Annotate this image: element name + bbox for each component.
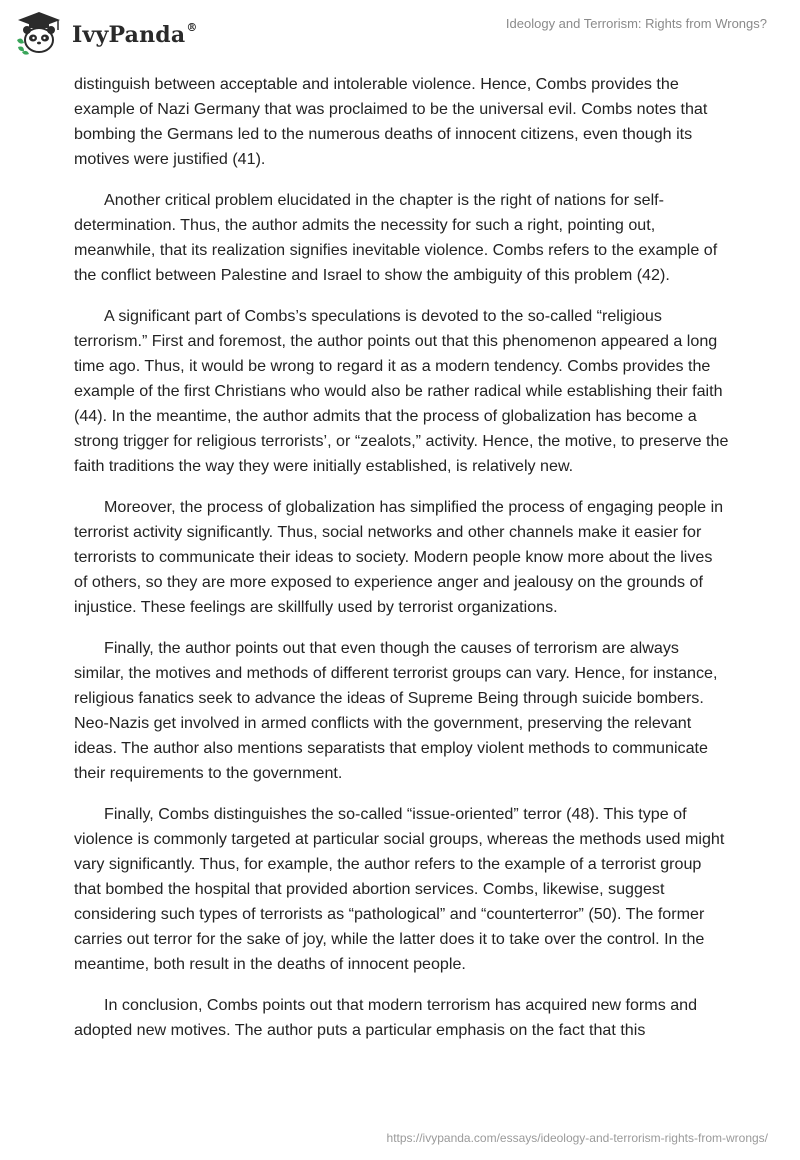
registered-mark: ® [186,20,198,34]
page-header [0,0,800,70]
paragraph: Finally, Combs distinguishes the so-called “issue-oriented” terror (48). This type of violence is commonly targeted at particular social groups, whereas the methods used might vary significantly. Thus, for example, the author refers to the example of a terrorist group that bombed the hospital that provided abortion services. Combs, likewise, suggest considering such types of terrorists as “pathological” and “counterterror” (50). The former carries out terror for the sake of joy, while the latter does it to take over the control. In the meantime, both result in the deaths of innocent people. [74,805,725,973]
paragraph: distinguish between acceptable and intolerable violence. Hence, Combs provides the example of Nazi Germany that was proclaimed to be the universal evil. Combs notes that bombing the Germans led to the numerous deaths of innocent citizens, even though its motives were justified (41). [74,75,708,168]
paragraph: A significant part of Combs’s speculations is devoted to the so-called “religious terrorism.” First and foremost, the author points out that this phenomenon appeared a long time ago. Thus, it would be wrong to regard it as a modern tendency. Combs provides the example of the first Christians who would also be rather radical while establishing their faith (44). In the meantime, the author admits that the process of globalization has become a strong trigger for religious terrorists’, or “zealots,” activity. Hence, the motive, to preserve the faith traditions the way they were initially established, is relatively new. [74,307,729,475]
logo-wordmark: IvyPanda® [72,20,198,48]
essay-body [74,72,729,1059]
paragraph: Another critical problem elucidated in the chapter is the right of nations for self-determination. Thus, the author admits the necessity for such a right, pointing out, meanwhile, that its realization signifies inevitable violence. Combs refers to the example of the conflict between Palestine and Israel to show the ambiguity of this problem (42). [74,191,718,284]
paragraph: Finally, the author points out that even though the causes of terrorism are always similar, the motives and methods of different terrorist groups can vary. Hence, for instance, religious fanatics seek to advance the ideas of Supreme Being through suicide bombers. Neo-Nazis get involved in armed conflicts with the government, preserving the relevant ideas. The author also mentions separatists that employ violent methods to communicate their requirements to the government. [74,639,718,782]
running-title: Ideology and Terrorism: Rights from Wrongs? [505,16,767,31]
paragraph: Moreover, the process of globalization has simplified the process of engaging people in terrorist activity significantly. Thus, social networks and other channels make it easier for terrorists to communicate their ideas to society. Modern people know more about the lives of others, so they are more exposed to experience anger and jealousy on the grounds of injustice. These feelings are skillfully used by terrorist organizations. [74,498,724,616]
paragraph: In conclusion, Combs points out that modern terrorism has acquired new forms and adopted new motives. The author puts a particular emphasis on the fact that this [74,996,698,1039]
source-url[interactable]: https://ivypanda.com/essays/ideology-and-terrorism-rights-from-wrongs/ [386,1131,768,1145]
ivypanda-logo[interactable] [14,10,198,56]
panda-graduate-icon [14,10,64,56]
